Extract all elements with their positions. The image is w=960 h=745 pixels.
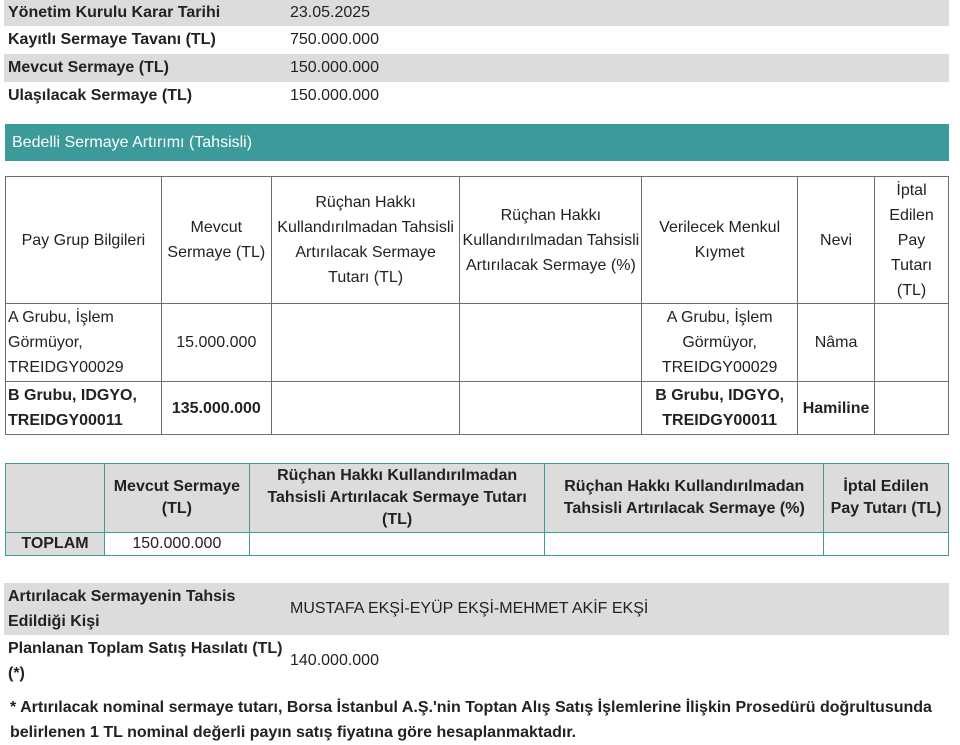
info-row-target-capital <box>4 82 949 110</box>
info-value: 750.000.000 <box>290 31 379 48</box>
table-header-row <box>6 177 949 304</box>
total-label: TOPLAM <box>6 533 105 556</box>
cell-nevi: Hamiline <box>798 382 875 435</box>
info-row-current-capital <box>4 54 949 82</box>
info-label: Artırılacak Sermayenin Tahsis Edildiği Kişi <box>8 588 236 630</box>
table-row <box>6 382 949 435</box>
info-value: 150.000.000 <box>290 59 379 76</box>
share-group-table <box>5 176 949 435</box>
info-row-allocated-person <box>4 583 949 635</box>
cell-artirilacak-yuzde <box>460 304 642 382</box>
total-table <box>5 463 949 556</box>
total-artirilacak-tutar <box>249 533 545 556</box>
cell-iptal-edilen <box>875 382 949 435</box>
section-title: Bedelli Sermaye Artırımı (Tahsisli) <box>5 124 949 161</box>
header-artirilacak-yuzde: Rüçhan Hakkı Kullandırılmadan Tahsisli Artırılacak Sermaye (%) <box>460 177 642 304</box>
cell-pay-grup: A Grubu, İşlem Görmüyor, TREIDGY00029 <box>6 304 162 382</box>
cell-artirilacak-tutar <box>271 304 460 382</box>
info-row-planned-proceeds <box>4 635 949 687</box>
header-pay-grup: Pay Grup Bilgileri <box>6 177 162 304</box>
cell-mevcut-sermaye: 135.000.000 <box>161 382 271 435</box>
info-row-decision-date <box>4 0 949 26</box>
header-artirilacak-tutar: Rüçhan Hakkı Kullandırılmadan Tahsisli Artırılacak Sermaye Tutarı (TL) <box>271 177 460 304</box>
header-menkul-kiymet: Verilecek Menkul Kıymet <box>642 177 798 304</box>
header-artirilacak-tutar: Rüçhan Hakkı Kullandırılmadan Tahsisli Artırılacak Sermaye Tutarı (TL) <box>249 464 545 533</box>
header-iptal-edilen: İptal Edilen Pay Tutarı (TL) <box>824 464 949 533</box>
info-label: Planlanan Toplam Satış Hasılatı (TL) (*) <box>8 640 283 682</box>
total-artirilacak-yuzde <box>545 533 824 556</box>
cell-menkul-kiymet: A Grubu, İşlem Görmüyor, TREIDGY00029 <box>642 304 798 382</box>
table-row <box>6 304 949 382</box>
cell-artirilacak-yuzde <box>460 382 642 435</box>
header-mevcut-sermaye: Mevcut Sermaye (TL) <box>104 464 249 533</box>
top-info-list <box>4 0 949 110</box>
total-mevcut-sermaye: 150.000.000 <box>104 533 249 556</box>
info-value: 140.000.000 <box>290 652 379 669</box>
total-iptal-edilen <box>824 533 949 556</box>
bottom-info-list <box>4 583 949 687</box>
total-table-header-row <box>6 464 949 533</box>
info-value: MUSTAFA EKŞİ-EYÜP EKŞİ-MEHMET AKİF EKŞİ <box>290 600 649 617</box>
info-value: 150.000.000 <box>290 87 379 104</box>
header-nevi: Nevi <box>798 177 875 304</box>
cell-mevcut-sermaye: 15.000.000 <box>161 304 271 382</box>
info-row-registered-capital <box>4 26 949 54</box>
total-row <box>6 533 949 556</box>
cell-artirilacak-tutar <box>271 382 460 435</box>
header-mevcut-sermaye: Mevcut Sermaye (TL) <box>161 177 271 304</box>
info-label: Yönetim Kurulu Karar Tarihi <box>8 4 221 21</box>
cell-pay-grup: B Grubu, IDGYO, TREIDGY00011 <box>6 382 162 435</box>
cell-menkul-kiymet: B Grubu, IDGYO, TREIDGY00011 <box>642 382 798 435</box>
info-value: 23.05.2025 <box>290 4 371 21</box>
cell-iptal-edilen <box>875 304 949 382</box>
info-label: Ulaşılacak Sermaye (TL) <box>8 87 193 104</box>
header-iptal-edilen: İptal Edilen Pay Tutarı (TL) <box>875 177 949 304</box>
header-blank <box>6 464 105 533</box>
header-artirilacak-yuzde: Rüçhan Hakkı Kullandırılmadan Tahsisli Artırılacak Sermaye (%) <box>545 464 824 533</box>
cell-nevi: Nâma <box>798 304 875 382</box>
info-label: Mevcut Sermaye (TL) <box>8 59 169 76</box>
info-label: Kayıtlı Sermaye Tavanı (TL) <box>8 31 216 48</box>
footnote: * Artırılacak nominal sermaye tutarı, Borsa İstanbul A.Ş.'nin Toptan Alış Satış İşlemlerine İlişkin Prosedürü doğrultusunda belirlenen 1 TL nominal değerli payın satış fiyatına göre hesaplanmaktadır. <box>10 699 932 741</box>
